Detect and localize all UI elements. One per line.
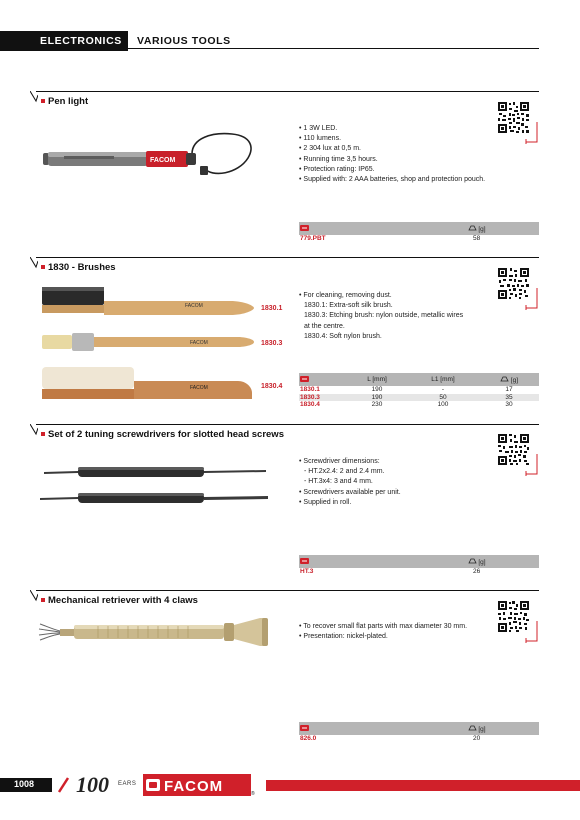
feature-item: • 110 lumens. xyxy=(299,135,342,143)
facom-logo xyxy=(143,774,257,796)
facom-ref-icon xyxy=(300,558,309,564)
length1-cell: 100 xyxy=(437,401,449,408)
weight-cell: 58 xyxy=(472,235,481,242)
table-row xyxy=(299,568,539,576)
feature-item: • 1 3W LED. xyxy=(299,125,338,132)
table-row xyxy=(299,235,539,243)
category-tab xyxy=(0,31,128,51)
footer-slash-icon xyxy=(56,777,72,793)
screwdrivers-features xyxy=(299,457,401,508)
ref-column-header xyxy=(299,722,414,735)
pen-light-features xyxy=(299,124,485,185)
pen-light-spec-table xyxy=(299,222,539,243)
length1-cell: - xyxy=(441,386,445,393)
screwdrivers-spec-table xyxy=(299,555,539,576)
section-tick-icon xyxy=(30,91,38,103)
weight-cell: 17 xyxy=(505,386,513,393)
feature-item: • Supplied with: 2 AAA batteries, shop and protection pouch. xyxy=(299,176,486,184)
weight-column-header: [g] xyxy=(414,222,539,235)
section-marker xyxy=(41,432,45,436)
qr-pointer-icon xyxy=(525,454,540,476)
years-text: EARS xyxy=(118,781,137,787)
svg-text:FACOM: FACOM xyxy=(185,303,203,309)
feature-item: • Running time 3,5 hours. xyxy=(299,155,378,163)
svg-text:FACOM: FACOM xyxy=(190,385,208,391)
brush-label: 1830.4 xyxy=(261,383,283,390)
feature-item: • 2 304 lux at 0,5 m. xyxy=(299,145,361,153)
feature-item: 1830.1: Extra-soft silk brush. xyxy=(304,302,393,310)
weight-icon xyxy=(468,725,477,731)
svg-text:FACOM: FACOM xyxy=(190,340,208,346)
section-tick-icon xyxy=(30,424,38,436)
ref-column-header xyxy=(299,555,414,568)
feature-item: • For cleaning, removing dust. xyxy=(299,292,392,299)
feature-item: 1830.3: Etching brush: nylon outside, metallic wires xyxy=(304,312,464,320)
section-rule xyxy=(36,91,539,92)
facom-ref-icon xyxy=(300,725,309,731)
anniversary-number: 100 xyxy=(76,772,109,796)
qr-pointer-icon xyxy=(525,288,540,310)
retriever-spec-table xyxy=(299,722,539,743)
feature-item: • Presentation: nickel-plated. xyxy=(299,633,388,641)
feature-item: • Screwdriver dimensions: xyxy=(299,458,380,465)
section-marker xyxy=(41,265,45,269)
brand-wordmark: FACOM xyxy=(164,778,224,795)
weight-cell: 26 xyxy=(472,568,481,575)
length-cell: 190 xyxy=(347,394,407,402)
subcategory-title: VARIOUS TOOLS xyxy=(137,35,231,47)
weight-column-header: [g] xyxy=(479,373,539,386)
table-row xyxy=(299,735,539,743)
section-title-pen-light: Pen light xyxy=(48,96,89,107)
feature-item: - HT.3x4: 3 and 4 mm. xyxy=(304,478,373,486)
qr-pointer-icon xyxy=(525,122,540,144)
feature-item: - HT.2x2.4: 2 and 2.4 mm. xyxy=(304,468,385,476)
category-label: ELECTRONICS xyxy=(40,35,122,47)
section-title-retriever: Mechanical retriever with 4 claws xyxy=(48,595,198,606)
weight-column-header: [g] xyxy=(414,722,539,735)
footer-red-bar xyxy=(266,780,580,791)
ref-cell: 1830.1 xyxy=(300,386,320,393)
ref-cell: 1830.4 xyxy=(300,401,320,408)
page-number: 1008 xyxy=(14,779,35,789)
ref-cell: 826.0 xyxy=(300,735,317,742)
length-column-header: L [mm] xyxy=(347,373,407,386)
weight-icon xyxy=(500,376,509,382)
retriever-features xyxy=(299,622,467,642)
feature-item: 1830.4: Soft nylon brush. xyxy=(304,332,382,340)
anniversary-logo xyxy=(76,772,118,796)
section-tick-icon xyxy=(30,257,38,269)
section-rule xyxy=(36,590,539,591)
weight-cell: 20 xyxy=(472,735,481,742)
ref-column-header xyxy=(299,222,414,235)
retriever-image xyxy=(38,612,276,652)
feature-item: • To recover small flat parts with max diameter 30 mm. xyxy=(299,623,468,630)
weight-cell: 30 xyxy=(505,401,513,408)
brushes-image xyxy=(40,283,262,413)
weight-cell: 35 xyxy=(479,394,539,402)
section-rule xyxy=(36,424,539,425)
screwdrivers-image xyxy=(38,460,270,512)
section-marker xyxy=(41,598,45,602)
length1-column-header: L1 [mm] xyxy=(407,373,479,386)
ref-cell: HT.3 xyxy=(300,568,314,575)
weight-column-header: [g] xyxy=(414,555,539,568)
pen-light-image xyxy=(42,128,254,182)
weight-icon xyxy=(468,558,477,564)
table-row xyxy=(299,386,539,394)
weight-icon xyxy=(468,225,477,231)
feature-item: • Supplied in roll. xyxy=(299,498,352,506)
facom-ref-icon xyxy=(300,225,309,231)
svg-text:FACOM: FACOM xyxy=(150,157,176,164)
length-cell: 190 xyxy=(371,386,383,393)
length1-cell: 50 xyxy=(407,394,479,402)
ref-column-header xyxy=(299,373,347,386)
header-rule xyxy=(128,48,539,49)
ref-cell: 779.PBT xyxy=(300,235,326,242)
feature-item: • Protection rating: IP65. xyxy=(299,165,375,173)
table-row xyxy=(299,401,539,409)
section-title-brushes: 1830 - Brushes xyxy=(48,262,116,273)
table-row xyxy=(299,394,539,402)
brushes-spec-table xyxy=(299,373,539,409)
ref-cell: 1830.3 xyxy=(299,394,347,402)
feature-item: • Screwdrivers available per unit. xyxy=(299,488,401,496)
length-cell: 230 xyxy=(371,401,383,408)
section-title-screwdrivers: Set of 2 tuning screwdrivers for slotted head screws xyxy=(48,429,284,440)
qr-pointer-icon xyxy=(525,621,540,643)
brush-label: 1830.1 xyxy=(261,305,283,312)
section-rule xyxy=(36,257,539,258)
section-marker xyxy=(41,99,45,103)
section-tick-icon xyxy=(30,590,38,602)
facom-ref-icon xyxy=(300,376,309,382)
brush-label: 1830.3 xyxy=(261,340,283,347)
feature-item: at the centre. xyxy=(304,322,345,330)
brushes-features xyxy=(299,291,463,342)
registered-mark: ® xyxy=(251,791,255,796)
